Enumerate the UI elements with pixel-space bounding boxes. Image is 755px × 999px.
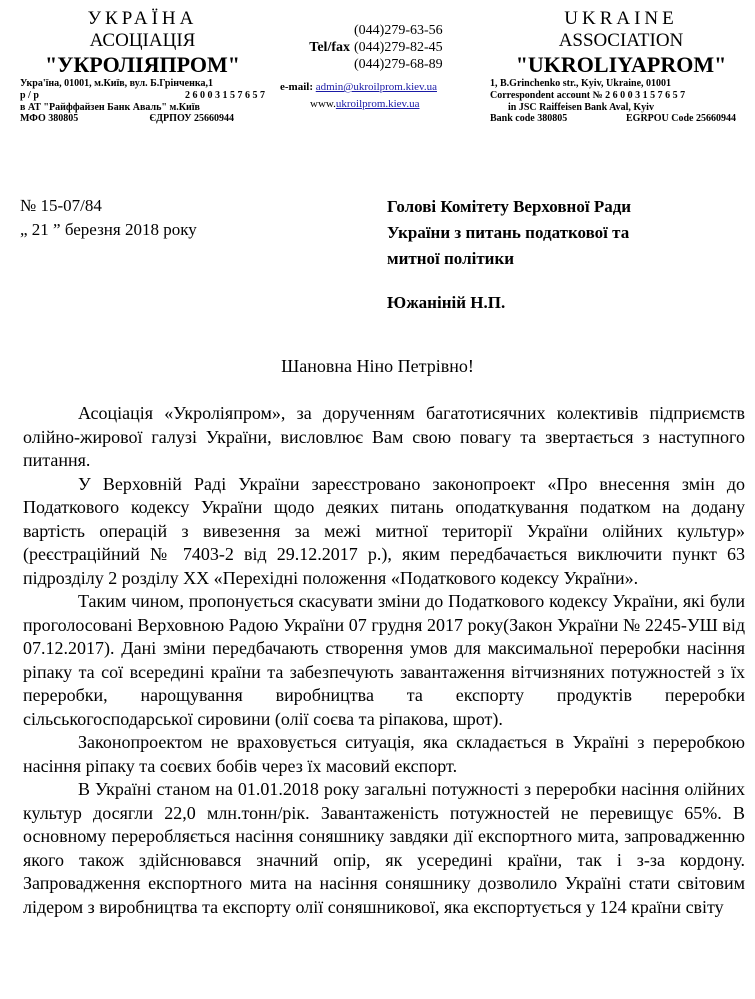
codes-row-en [490,113,736,125]
bank-en: in JSC Raiffeisen Bank Aval, Kyiv [508,101,654,113]
www-label: www. [310,98,336,110]
greeting: Шановна Ніно Петрівно! [281,356,474,376]
codes-row-ua [20,113,234,125]
header-left [20,8,265,125]
addressee-line-1: Голові Комітету Верховної Ради [387,197,632,216]
association-name-ua: "УКРОЛІЯПРОМ" [45,52,240,77]
association-ua: АСОЦІАЦІЯ [89,30,196,51]
account-row-ua [20,90,265,102]
header-right [490,8,752,125]
paragraph-3: Таким чином, пропонується скасувати зміни до Податкового кодексу України, які були проголосовані Верховною Радою України 07 грудня 2017 року(Закон України № 2245-УШ від 07.12.2017). Дані зміни передбачають створення умов для максимальної переробки насіння ріпаку та сої всередині країни та забезпечують завантаження вітчизняних потужностей з їх переробки, нарощування виробництва та експорту продуктів переробки сільськогосподарської сировини (олії соєва та ріпакова, шрот). [23,591,745,729]
paragraph-4: Законопроектом не враховується ситуація, яка складається в Україні з переробкою насіння ріпаку та соєвих бобів через їх масовий експорт. [23,732,745,776]
egrpou-code-en: EGRPOU Code 25660944 [626,113,736,125]
document-number: № 15-07/84 [20,196,102,215]
addressee-name: Южаніній Н.П. [387,293,506,312]
website-link[interactable]: ukroilprom.kiev.ua [335,98,420,110]
phone-3: (044)279-68-89 [354,57,443,72]
website-row [270,98,485,110]
phone-1: (044)279-63-56 [354,23,443,38]
addressee-line-3: митної політики [387,249,515,268]
mfo-code: МФО 380805 [20,113,79,125]
document-date: „ 21 ” березня 2018 року [20,220,197,239]
addressee-block [387,194,727,316]
country-ua: УКРАЇНА [87,8,198,29]
document-reference [20,194,197,242]
bank-ua: в АТ "Райффайзен Банк Аваль" м.Київ [20,101,200,113]
email-link[interactable]: admin@ukroilprom.kiev.ua [315,81,437,93]
addressee-line-2: України з питань податкової та [387,223,630,242]
phone-2: (044)279-82-45 [354,40,443,55]
address-ua: Укра'їна, 01001, м.Київ, вул. Б.Грінченка,1 [20,78,213,89]
telfax-label: Tel/fax [309,40,350,55]
email-label: e-mail: [280,81,313,93]
header-contacts [270,22,485,110]
association-name-en: "UKROLIYAPROM" [515,52,727,77]
telfax-row [270,39,485,56]
bank-code-en: Bank code 380805 [490,113,568,125]
country-en: UKRAINE [564,8,678,29]
edrpou-code: ЄДРПОУ 25660944 [149,113,234,125]
association-en: ASSOCIATION [558,30,684,51]
address-en: 1, B.Grinchenko str., Kyiv, Ukraine, 01001 [490,78,672,89]
account-label-ua: р / р [20,89,39,101]
account-en: Correspondent account № 2 6 0 0 3 1 5 7 6 5 7 [490,89,686,101]
paragraph-5: В Україні станом на 01.01.2018 року загальні потужності з переробки насіння олійних культур досягли 22,0 млн.тонн/рік. Завантаженість потужностей не перевищує 65%. В основному переробляється насіння соняшнику завдяки дії експортного мита, запровадженню якого також здійснювався значний опір, як усередині країни, так і з-за кордону. Запровадження експортного мита на насіння соняшнику дозволило Україні стати світовим лідером з виробництва та експорту олії соняшникової, яка експортується у 124 країни світу [23,779,745,917]
paragraph-2: У Верховній Раді України зареєстровано законопроект «Про внесення змін до Податкового кодексу України щодо деяких питань оподаткування податком на додану вартість операцій з вивезення за межі митної території України олійних культур» (реєстраційний № 7403-2 від 29.12.2017 р.), яким передбачається виключити пункт 63 підрозділу 2 розділу ХХ «Перехідні положення «Податкового кодексу України». [23,473,745,588]
email-row [270,81,485,93]
paragraph-1: Асоціація «Укроліяпром», за дорученням багатотисячних колективів підприємств олійно-жирової галузі України, висловлює Вам свою повагу та звертається з наступного питання. [23,403,745,470]
letter-body [23,402,745,919]
account-number-ua: 2 6 0 0 3 1 5 7 6 5 7 [185,89,265,101]
